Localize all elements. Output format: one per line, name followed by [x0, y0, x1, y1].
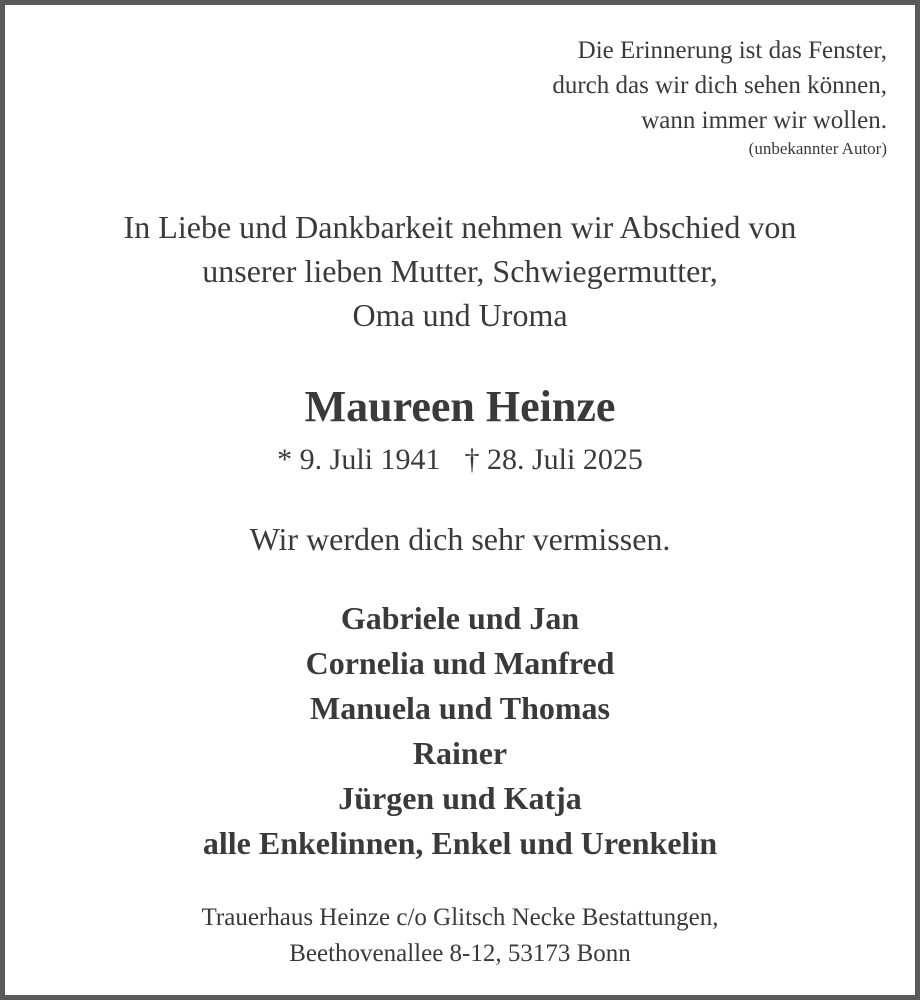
quote-line: durch das wir dich sehen können,: [552, 72, 887, 99]
intro-line: In Liebe und Dankbarkeit nehmen wir Abschied von: [123, 209, 797, 245]
intro-line: unserer lieben Mutter, Schwiegermutter,: [202, 253, 718, 289]
farewell-text: Wir werden dich sehr vermissen.: [249, 521, 671, 557]
life-dates: [5, 440, 915, 480]
mourner-entry: Gabriele und Jan: [340, 600, 580, 636]
mourning-house-address: [5, 900, 915, 972]
mourner-entry: Rainer: [412, 735, 508, 771]
death-date: † 28. Juli 2025: [464, 443, 643, 476]
mourners-list: [5, 596, 915, 866]
quote-author: (unbekannter Autor): [748, 139, 887, 158]
intro-line: Oma und Uroma: [352, 297, 568, 333]
address-line: Beethovenallee 8-12, 53173 Bonn: [289, 940, 631, 967]
mourner-entry: alle Enkelinnen, Enkel und Urenkelin: [202, 825, 718, 861]
mourner-entry: Manuela und Thomas: [310, 690, 610, 726]
mourner-entry: Cornelia und Manfred: [305, 645, 615, 681]
deceased-name: Maureen Heinze: [304, 382, 616, 431]
address-line: Trauerhaus Heinze c/o Glitsch Necke Bestattungen,: [201, 904, 719, 931]
intro-text: [5, 205, 915, 337]
memorial-quote: [552, 33, 887, 160]
mourner-entry: Jürgen und Katja: [338, 780, 582, 816]
quote-line: wann immer wir wollen.: [641, 107, 887, 134]
quote-line: Die Erinnerung ist das Fenster,: [577, 37, 887, 64]
birth-date: * 9. Juli 1941: [277, 443, 441, 476]
